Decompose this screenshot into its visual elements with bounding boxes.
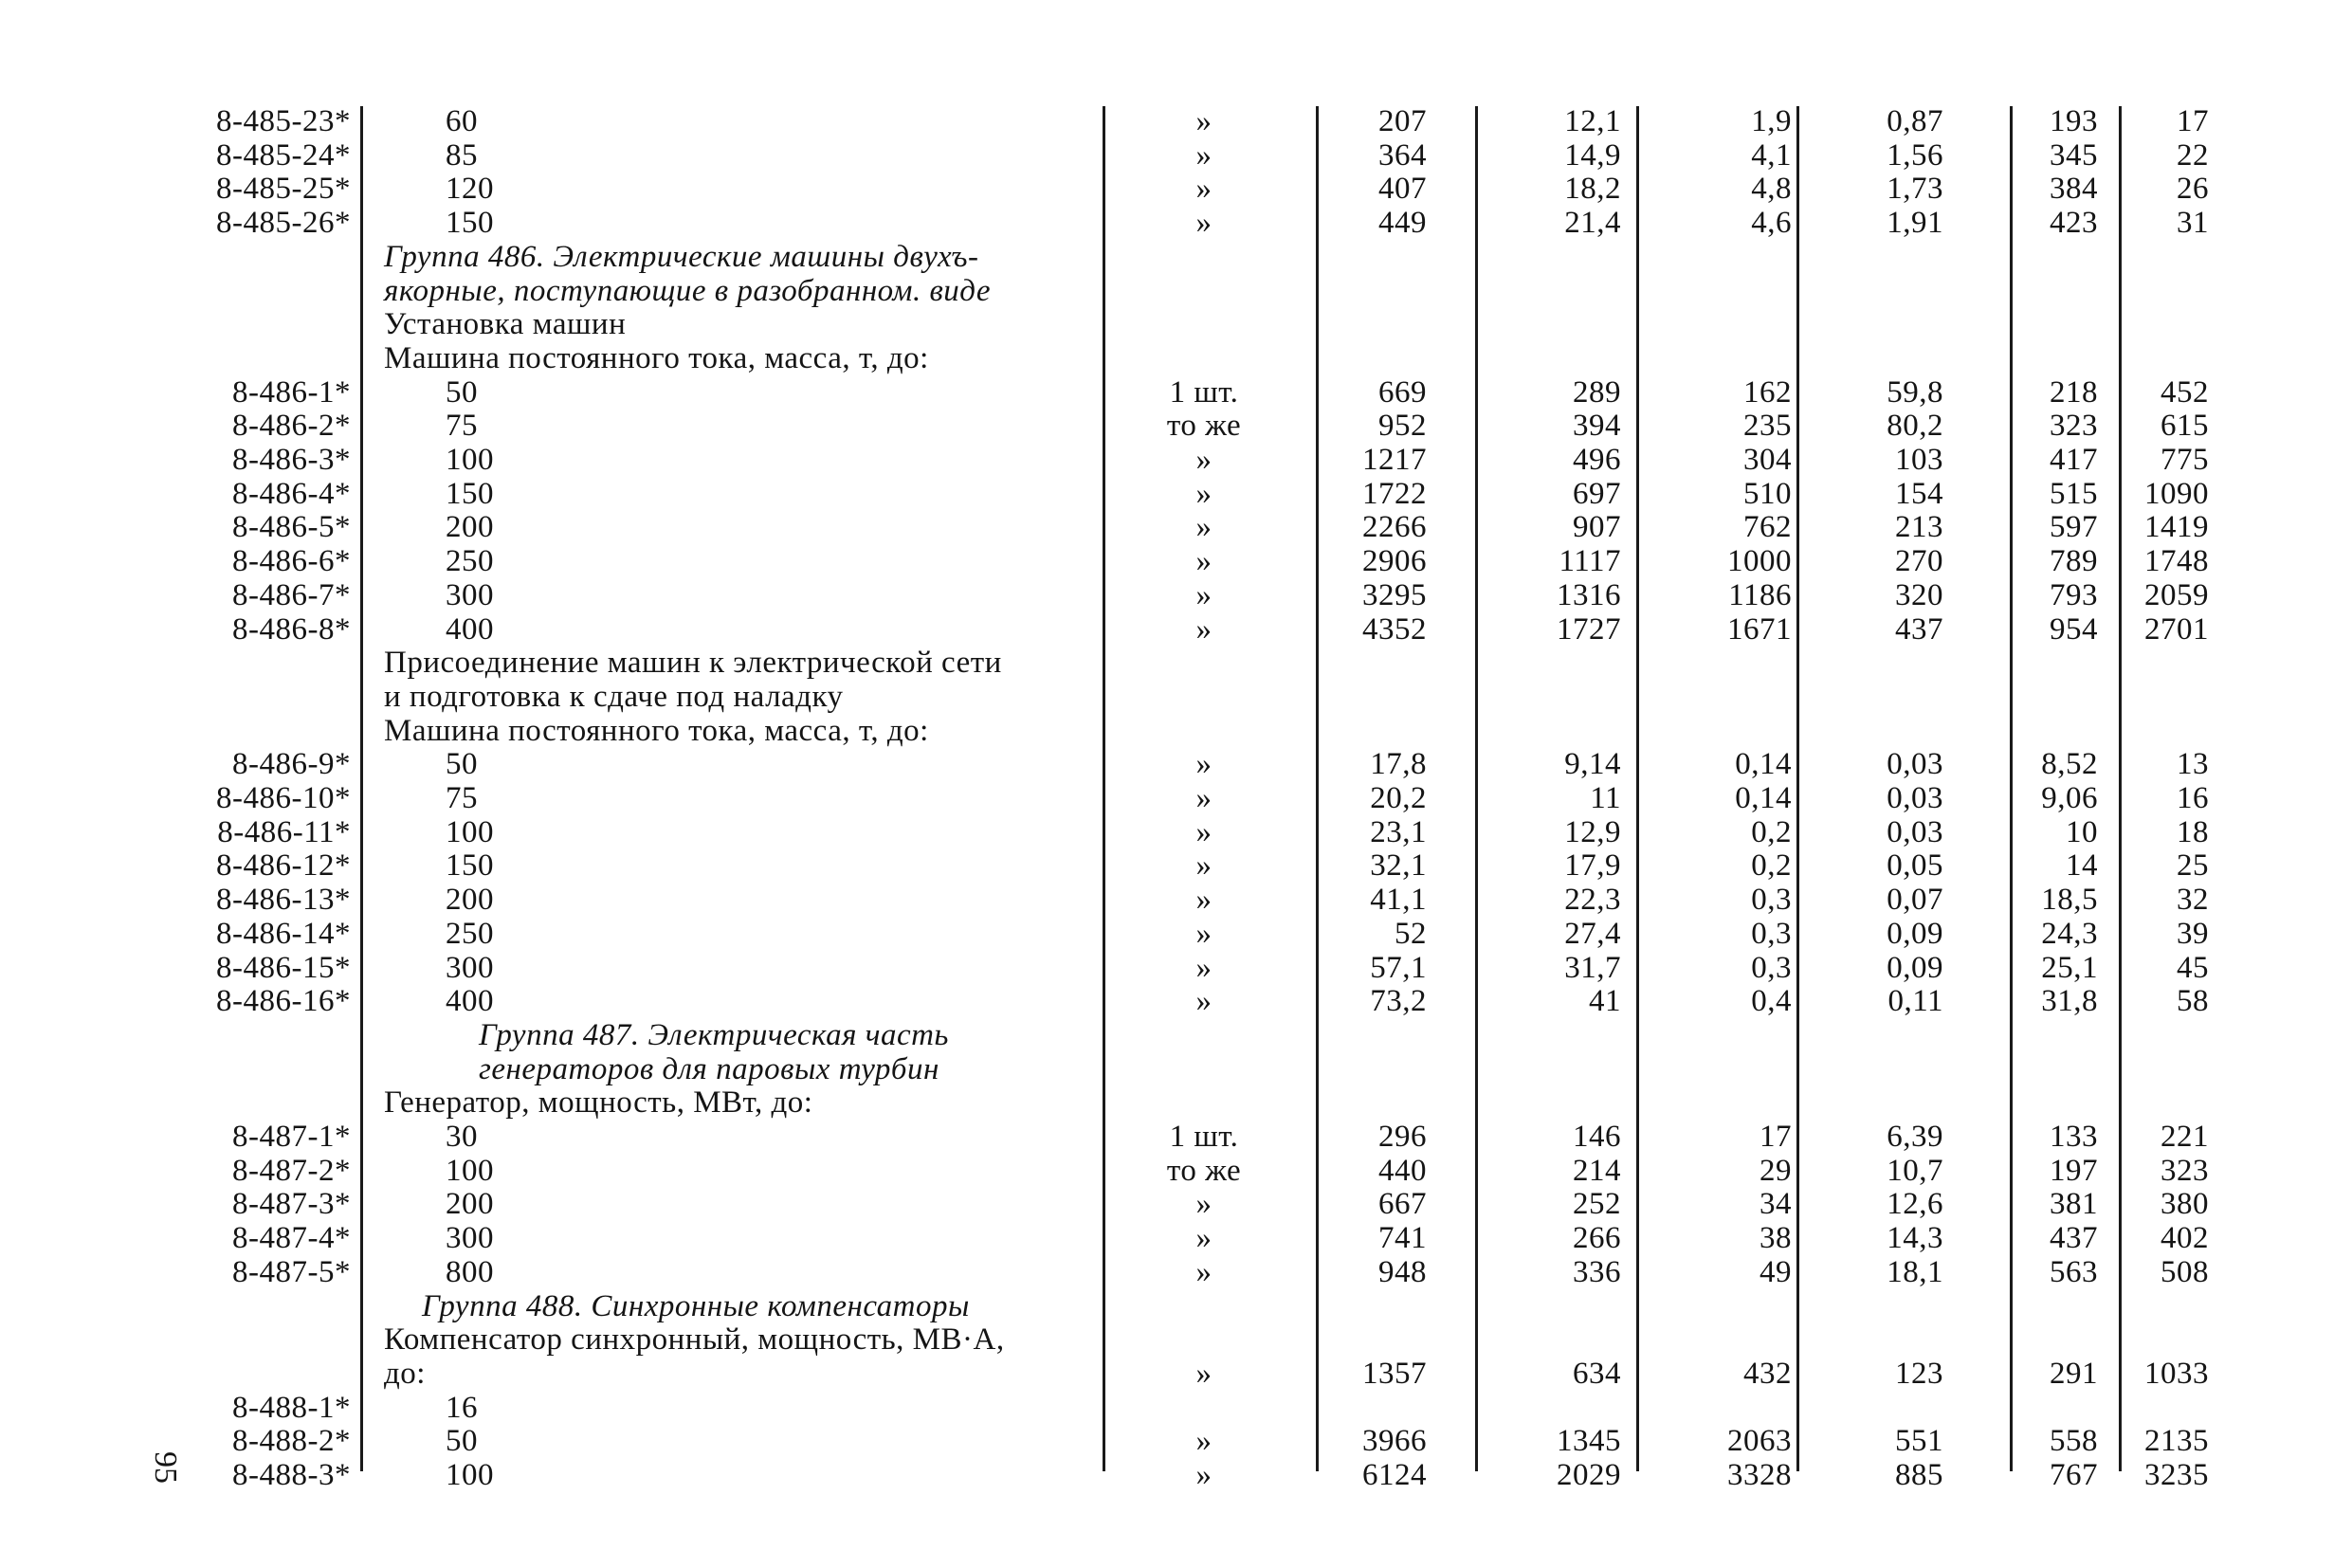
row-code: 8-486-1* <box>232 375 351 410</box>
row-value-col-6: 323 <box>2161 1154 2209 1188</box>
row-value-col-1: 20,2 <box>1370 781 1427 815</box>
row-value-col-5: 793 <box>2050 578 2098 612</box>
row-code: 8-488-1* <box>232 1391 351 1425</box>
row-value-col-2: 14,9 <box>1564 138 1621 173</box>
group-heading: якорные, поступающие в разобранном. виде <box>384 274 992 308</box>
row-value-col-5: 10 <box>2066 815 2098 849</box>
row-value-col-1: 57,1 <box>1370 951 1427 985</box>
row-value-col-1: 1357 <box>1362 1357 1427 1391</box>
row-unit: » <box>1195 747 1212 781</box>
row-unit: » <box>1195 1357 1212 1391</box>
row-value-col-6: 615 <box>2161 409 2209 443</box>
row-value-col-1: 948 <box>1378 1255 1427 1289</box>
row-value-col-4: 0,03 <box>1887 781 1943 815</box>
row-code: 8-487-3* <box>232 1187 351 1221</box>
row-value-col-4: 59,8 <box>1887 375 1943 410</box>
row-value-col-2: 634 <box>1573 1357 1621 1391</box>
row-parameter: 250 <box>446 544 494 578</box>
row-value-col-1: 407 <box>1378 172 1427 206</box>
section-text: Установка машин <box>384 307 627 341</box>
row-parameter: 100 <box>446 1154 494 1188</box>
row-value-col-2: 9,14 <box>1564 747 1621 781</box>
row-value-col-1: 2906 <box>1362 544 1427 578</box>
row-value-col-1: 3966 <box>1362 1424 1427 1458</box>
row-value-col-6: 13 <box>2177 747 2209 781</box>
row-unit: » <box>1195 951 1212 985</box>
column-rule-c2 <box>1636 106 1639 1471</box>
row-value-col-5: 9,06 <box>2041 781 2098 815</box>
row-value-col-4: 0,03 <box>1887 747 1943 781</box>
row-value-col-5: 384 <box>2050 172 2098 206</box>
row-value-col-3: 162 <box>1743 375 1792 410</box>
row-value-col-5: 25,1 <box>2041 951 2098 985</box>
row-value-col-4: 1,91 <box>1887 206 1943 240</box>
row-value-col-3: 0,3 <box>1751 917 1792 951</box>
row-value-col-4: 12,6 <box>1887 1187 1943 1221</box>
row-value-col-3: 2063 <box>1727 1424 1792 1458</box>
row-value-col-5: 218 <box>2050 375 2098 410</box>
row-code: 8-486-5* <box>232 510 351 544</box>
row-unit: » <box>1195 1221 1212 1255</box>
row-value-col-6: 16 <box>2177 781 2209 815</box>
row-value-col-4: 123 <box>1895 1357 1943 1391</box>
row-parameter: 300 <box>446 951 494 985</box>
row-value-col-5: 954 <box>2050 612 2098 647</box>
row-unit: » <box>1195 1187 1212 1221</box>
row-parameter: 50 <box>446 747 478 781</box>
row-value-col-5: 197 <box>2050 1154 2098 1188</box>
row-value-col-3: 0,3 <box>1751 951 1792 985</box>
row-value-col-1: 17,8 <box>1370 747 1427 781</box>
row-value-col-4: 10,7 <box>1887 1154 1943 1188</box>
row-value-col-4: 14,3 <box>1887 1221 1943 1255</box>
section-text: Машина постоянного тока, масса, т, до: <box>384 714 929 748</box>
row-value-col-2: 394 <box>1573 409 1621 443</box>
row-unit: » <box>1195 917 1212 951</box>
group-heading: Группа 486. Электрические машины двухъ- <box>384 240 979 274</box>
row-code: 8-486-12* <box>216 848 351 883</box>
section-text: до: <box>384 1357 426 1391</box>
row-value-col-2: 266 <box>1573 1221 1621 1255</box>
row-value-col-3: 34 <box>1759 1187 1792 1221</box>
row-code: 8-486-11* <box>217 815 351 849</box>
row-unit: » <box>1195 544 1212 578</box>
column-rule-c3 <box>1796 106 1799 1471</box>
row-value-col-5: 291 <box>2050 1357 2098 1391</box>
section-text: Присоединение машин к электрической сети <box>384 646 1002 680</box>
row-value-col-4: 103 <box>1895 443 1943 477</box>
row-value-col-3: 4,8 <box>1751 172 1792 206</box>
row-code: 8-488-3* <box>232 1458 351 1492</box>
row-code: 8-485-24* <box>216 138 351 173</box>
row-value-col-1: 669 <box>1378 375 1427 410</box>
row-value-col-5: 8,52 <box>2041 747 2098 781</box>
row-value-col-5: 563 <box>2050 1255 2098 1289</box>
row-value-col-5: 133 <box>2050 1120 2098 1154</box>
row-value-col-3: 0,14 <box>1735 747 1792 781</box>
row-value-col-6: 26 <box>2177 172 2209 206</box>
row-value-col-3: 510 <box>1743 477 1792 511</box>
row-parameter: 100 <box>446 443 494 477</box>
row-value-col-3: 1000 <box>1727 544 1792 578</box>
row-code: 8-486-9* <box>232 747 351 781</box>
row-code: 8-486-7* <box>232 578 351 612</box>
row-value-col-6: 380 <box>2161 1187 2209 1221</box>
row-parameter: 250 <box>446 917 494 951</box>
row-value-col-3: 1,9 <box>1751 104 1792 138</box>
row-value-col-5: 558 <box>2050 1424 2098 1458</box>
row-value-col-1: 449 <box>1378 206 1427 240</box>
row-value-col-2: 21,4 <box>1564 206 1621 240</box>
row-value-col-3: 1186 <box>1728 578 1792 612</box>
row-value-col-5: 193 <box>2050 104 2098 138</box>
row-parameter: 200 <box>446 883 494 917</box>
row-value-col-2: 2029 <box>1557 1458 1621 1492</box>
row-code: 8-487-4* <box>232 1221 351 1255</box>
row-value-col-5: 323 <box>2050 409 2098 443</box>
row-value-col-2: 1316 <box>1557 578 1621 612</box>
row-parameter: 75 <box>446 781 478 815</box>
row-value-col-4: 0,11 <box>1887 984 1943 1018</box>
row-value-col-3: 0,2 <box>1751 815 1792 849</box>
row-value-col-4: 270 <box>1895 544 1943 578</box>
row-parameter: 60 <box>446 104 478 138</box>
row-parameter: 100 <box>446 815 494 849</box>
row-parameter: 100 <box>446 1458 494 1492</box>
row-code: 8-486-13* <box>216 883 351 917</box>
row-value-col-1: 1722 <box>1362 477 1427 511</box>
row-value-col-5: 31,8 <box>2041 984 2098 1018</box>
row-code: 8-485-23* <box>216 104 351 138</box>
row-value-col-6: 31 <box>2177 206 2209 240</box>
row-value-col-2: 11 <box>1590 781 1621 815</box>
row-value-col-4: 437 <box>1895 612 1943 647</box>
row-value-col-2: 12,1 <box>1564 104 1621 138</box>
row-value-col-6: 45 <box>2177 951 2209 985</box>
row-unit: » <box>1195 104 1212 138</box>
row-value-col-6: 775 <box>2161 443 2209 477</box>
row-value-col-6: 221 <box>2161 1120 2209 1154</box>
row-value-col-1: 741 <box>1378 1221 1427 1255</box>
row-unit: » <box>1195 612 1212 647</box>
row-value-col-4: 0,07 <box>1887 883 1943 917</box>
row-parameter: 50 <box>446 375 478 410</box>
row-value-col-3: 304 <box>1743 443 1792 477</box>
row-code: 8-486-16* <box>216 984 351 1018</box>
row-value-col-2: 18,2 <box>1564 172 1621 206</box>
row-unit: то же <box>1166 1154 1242 1188</box>
row-unit: 1 шт. <box>1169 375 1239 410</box>
row-value-col-1: 23,1 <box>1370 815 1427 849</box>
row-value-col-6: 58 <box>2177 984 2209 1018</box>
row-value-col-6: 452 <box>2161 375 2209 410</box>
row-value-col-6: 508 <box>2161 1255 2209 1289</box>
row-value-col-6: 17 <box>2177 104 2209 138</box>
row-value-col-1: 2266 <box>1362 510 1427 544</box>
row-value-col-6: 1033 <box>2144 1357 2209 1391</box>
row-unit: » <box>1195 206 1212 240</box>
row-code: 8-486-10* <box>216 781 351 815</box>
row-value-col-6: 2701 <box>2144 612 2209 647</box>
row-value-col-6: 2059 <box>2144 578 2209 612</box>
row-value-col-1: 3295 <box>1362 578 1427 612</box>
row-value-col-4: 0,09 <box>1887 917 1943 951</box>
section-text: Генератор, мощность, МВт, до: <box>384 1085 813 1120</box>
row-value-col-5: 14 <box>2066 848 2098 883</box>
row-code: 8-487-1* <box>232 1120 351 1154</box>
row-value-col-4: 154 <box>1895 477 1943 511</box>
row-unit: » <box>1195 138 1212 173</box>
column-rule-code <box>360 106 363 1471</box>
row-value-col-4: 213 <box>1895 510 1943 544</box>
row-value-col-5: 417 <box>2050 443 2098 477</box>
section-text: и подготовка к сдаче под наладку <box>384 680 844 714</box>
row-value-col-3: 0,14 <box>1735 781 1792 815</box>
row-value-col-1: 32,1 <box>1370 848 1427 883</box>
row-code: 8-486-8* <box>232 612 351 647</box>
row-unit: » <box>1195 443 1212 477</box>
row-value-col-2: 12,9 <box>1564 815 1621 849</box>
row-value-col-3: 3328 <box>1727 1458 1792 1492</box>
row-code: 8-485-26* <box>216 206 351 240</box>
row-unit: » <box>1195 781 1212 815</box>
row-value-col-3: 0,3 <box>1751 883 1792 917</box>
row-unit: » <box>1195 1458 1212 1492</box>
row-value-col-3: 1671 <box>1727 612 1792 647</box>
row-value-col-6: 2135 <box>2144 1424 2209 1458</box>
row-parameter: 150 <box>446 477 494 511</box>
row-value-col-1: 364 <box>1378 138 1427 173</box>
row-parameter: 400 <box>446 612 494 647</box>
row-value-col-1: 41,1 <box>1370 883 1427 917</box>
row-value-col-4: 1,56 <box>1887 138 1943 173</box>
row-value-col-3: 0,4 <box>1751 984 1792 1018</box>
row-value-col-1: 52 <box>1395 917 1427 951</box>
row-value-col-6: 1090 <box>2144 477 2209 511</box>
row-value-col-2: 289 <box>1573 375 1621 410</box>
row-value-col-2: 1727 <box>1557 612 1621 647</box>
row-value-col-6: 1419 <box>2144 510 2209 544</box>
row-unit: » <box>1195 477 1212 511</box>
row-unit: 1 шт. <box>1169 1120 1239 1154</box>
row-code: 8-486-4* <box>232 477 351 511</box>
group-heading: Группа 488. Синхронные компенсаторы <box>422 1289 970 1323</box>
row-value-col-3: 17 <box>1759 1120 1792 1154</box>
row-value-col-1: 296 <box>1378 1120 1427 1154</box>
row-value-col-4: 0,05 <box>1887 848 1943 883</box>
row-code: 8-488-2* <box>232 1424 351 1458</box>
row-code: 8-487-5* <box>232 1255 351 1289</box>
row-value-col-3: 4,6 <box>1751 206 1792 240</box>
page-number: 95 <box>148 1451 183 1484</box>
row-unit: » <box>1195 1255 1212 1289</box>
row-parameter: 85 <box>446 138 478 173</box>
row-value-col-1: 73,2 <box>1370 984 1427 1018</box>
row-value-col-6: 18 <box>2177 815 2209 849</box>
row-value-col-5: 789 <box>2050 544 2098 578</box>
row-value-col-1: 952 <box>1378 409 1427 443</box>
row-value-col-2: 146 <box>1573 1120 1621 1154</box>
row-value-col-6: 3235 <box>2144 1458 2209 1492</box>
row-value-col-3: 432 <box>1743 1357 1792 1391</box>
row-value-col-1: 4352 <box>1362 612 1427 647</box>
row-value-col-1: 1217 <box>1362 443 1427 477</box>
row-value-col-4: 80,2 <box>1887 409 1943 443</box>
row-code: 8-485-25* <box>216 172 351 206</box>
row-value-col-5: 24,3 <box>2041 917 2098 951</box>
row-value-col-5: 597 <box>2050 510 2098 544</box>
row-value-col-4: 0,09 <box>1887 951 1943 985</box>
row-value-col-4: 0,03 <box>1887 815 1943 849</box>
row-value-col-2: 496 <box>1573 443 1621 477</box>
section-text: Компенсатор синхронный, мощность, МВ·А, <box>384 1322 1005 1357</box>
row-unit: » <box>1195 984 1212 1018</box>
row-parameter: 300 <box>446 578 494 612</box>
row-value-col-3: 0,2 <box>1751 848 1792 883</box>
row-value-col-6: 1748 <box>2144 544 2209 578</box>
row-value-col-5: 345 <box>2050 138 2098 173</box>
row-value-col-6: 39 <box>2177 917 2209 951</box>
row-value-col-4: 551 <box>1895 1424 1943 1458</box>
row-unit: » <box>1195 815 1212 849</box>
row-unit: » <box>1195 883 1212 917</box>
row-parameter: 16 <box>446 1391 478 1425</box>
row-value-col-4: 6,39 <box>1887 1120 1943 1154</box>
row-parameter: 400 <box>446 984 494 1018</box>
row-parameter: 120 <box>446 172 494 206</box>
row-value-col-5: 767 <box>2050 1458 2098 1492</box>
group-heading: генераторов для паровых турбин <box>479 1052 939 1086</box>
row-parameter: 300 <box>446 1221 494 1255</box>
row-value-col-3: 49 <box>1759 1255 1792 1289</box>
row-value-col-4: 320 <box>1895 578 1943 612</box>
row-unit: » <box>1195 510 1212 544</box>
row-value-col-3: 38 <box>1759 1221 1792 1255</box>
row-parameter: 75 <box>446 409 478 443</box>
row-unit: » <box>1195 172 1212 206</box>
row-parameter: 200 <box>446 510 494 544</box>
row-value-col-2: 697 <box>1573 477 1621 511</box>
row-value-col-5: 381 <box>2050 1187 2098 1221</box>
row-value-col-1: 667 <box>1378 1187 1427 1221</box>
row-value-col-4: 885 <box>1895 1458 1943 1492</box>
group-heading: Группа 487. Электрическая часть <box>479 1018 949 1052</box>
row-parameter: 200 <box>446 1187 494 1221</box>
row-value-col-6: 32 <box>2177 883 2209 917</box>
row-unit: » <box>1195 1424 1212 1458</box>
row-parameter: 30 <box>446 1120 478 1154</box>
row-value-col-1: 207 <box>1378 104 1427 138</box>
row-value-col-4: 1,73 <box>1887 172 1943 206</box>
row-value-col-4: 18,1 <box>1887 1255 1943 1289</box>
row-unit: » <box>1195 848 1212 883</box>
row-value-col-4: 0,87 <box>1887 104 1943 138</box>
row-unit: то же <box>1166 409 1242 443</box>
row-value-col-1: 440 <box>1378 1154 1427 1188</box>
row-value-col-5: 437 <box>2050 1221 2098 1255</box>
row-value-col-2: 41 <box>1589 984 1621 1018</box>
row-value-col-6: 25 <box>2177 848 2209 883</box>
section-text: Машина постоянного тока, масса, т, до: <box>384 341 929 375</box>
row-value-col-2: 17,9 <box>1564 848 1621 883</box>
row-value-col-2: 907 <box>1573 510 1621 544</box>
row-parameter: 800 <box>446 1255 494 1289</box>
row-value-col-2: 336 <box>1573 1255 1621 1289</box>
row-value-col-6: 402 <box>2161 1221 2209 1255</box>
row-code: 8-486-3* <box>232 443 351 477</box>
row-value-col-6: 22 <box>2177 138 2209 173</box>
row-value-col-1: 6124 <box>1362 1458 1427 1492</box>
row-unit: » <box>1195 578 1212 612</box>
row-code: 8-487-2* <box>232 1154 351 1188</box>
row-code: 8-486-2* <box>232 409 351 443</box>
row-code: 8-486-15* <box>216 951 351 985</box>
column-rule-c1 <box>1475 106 1478 1471</box>
row-value-col-5: 423 <box>2050 206 2098 240</box>
row-value-col-2: 252 <box>1573 1187 1621 1221</box>
row-value-col-2: 27,4 <box>1564 917 1621 951</box>
row-value-col-3: 235 <box>1743 409 1792 443</box>
row-value-col-5: 515 <box>2050 477 2098 511</box>
row-value-col-2: 214 <box>1573 1154 1621 1188</box>
row-value-col-2: 31,7 <box>1564 951 1621 985</box>
row-value-col-3: 4,1 <box>1751 138 1792 173</box>
row-value-col-2: 22,3 <box>1564 883 1621 917</box>
row-value-col-5: 18,5 <box>2041 883 2098 917</box>
row-code: 8-486-6* <box>232 544 351 578</box>
row-value-col-2: 1117 <box>1559 544 1621 578</box>
row-value-col-3: 762 <box>1743 510 1792 544</box>
row-value-col-3: 29 <box>1759 1154 1792 1188</box>
row-code: 8-486-14* <box>216 917 351 951</box>
row-parameter: 150 <box>446 206 494 240</box>
row-parameter: 150 <box>446 848 494 883</box>
row-parameter: 50 <box>446 1424 478 1458</box>
row-value-col-2: 1345 <box>1557 1424 1621 1458</box>
